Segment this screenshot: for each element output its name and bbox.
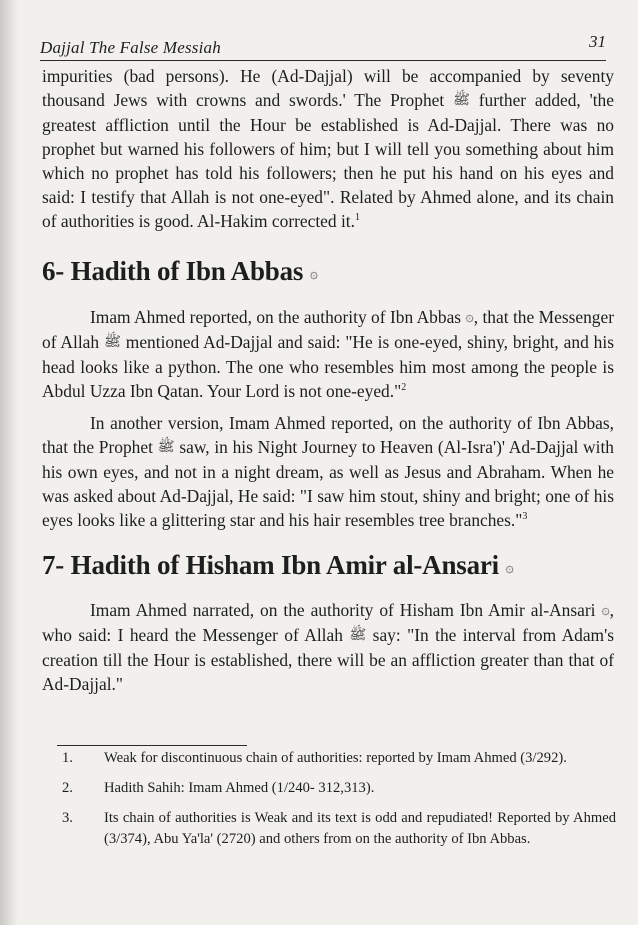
footnote-item <box>62 808 616 850</box>
honorific-prophet-glyph: ﷺ <box>349 628 367 643</box>
honorific-prophet-glyph: ﷺ <box>103 335 121 350</box>
section-title: 6- Hadith of Ibn Abbas <box>42 256 304 286</box>
page-body <box>42 64 614 696</box>
footnote-number: 3. <box>62 810 73 826</box>
footnote-number: 1. <box>62 750 73 766</box>
footnote-ref[interactable]: 2 <box>401 382 407 393</box>
running-title: Dajjal The False Messiah <box>40 38 221 57</box>
footnote-text: Its chain of authorities is Weak and its text is odd and repudiated! Reported by Ahmed (3/374), Abu Ya'la' (2720) and others from on the authority of Ibn Abbas. <box>104 810 616 847</box>
paragraph-text: , that the Messenger of Allah <box>42 307 614 352</box>
footnote-text: Hadith Sahih: Imam Ahmed (1/240- 312,313). <box>104 780 375 796</box>
paragraph <box>42 598 614 696</box>
footnote-item <box>62 748 616 769</box>
paragraph-text: In another version, Imam Ahmed reported, on the authority of Ibn Abbas, that the Prophet <box>42 413 614 457</box>
section-heading-7 <box>42 548 614 586</box>
footnote-number: 2. <box>62 780 73 796</box>
paragraph-text: say: "In the interval from Adam's creation till the Hour is established, there will be an affliction greater than that of Ad-Dajjal." <box>42 625 614 694</box>
paragraph <box>42 305 614 403</box>
paragraph-continued <box>42 64 614 233</box>
paragraph <box>42 411 614 532</box>
paragraph-text: saw, in his Night Journey to Heaven (Al-Isra')' Ad-Dajjal with his own eyes, and not in a night dream, as well as Jesus and Abraham. When he was asked about Ad-Dajjal, He said: "I saw him stout, shiny and bright; one of his eyes looks like a glittering star and his hair resembles tree branches." <box>42 437 614 530</box>
paragraph-text: further added, 'the greatest affliction until the Hour be established is Ad-Dajjal. There was no prophet but warned his followers of him; but I will tell you something about him which no prophet has told his followers; then he put his hand on his eyes and said: I testify that Allah is not one-eyed". Related by Ahmed alone, and its chain of authorities is good. Al-Hakim corrected it. <box>42 90 614 231</box>
section-heading-6 <box>42 254 614 292</box>
footnote-ref[interactable]: 1 <box>354 212 360 223</box>
paragraph-text: mentioned Ad-Dajjal and said: "He is one-eyed, shiny, bright, and his head looks like a python. The one who resembles him most among the people is Abdul Uzza Ibn Qatan. Your Lord is not one-eyed." <box>42 332 614 401</box>
honorific-companion-glyph: ۞ <box>601 603 610 618</box>
footnote-list <box>62 748 616 850</box>
honorific-companion-glyph: ۞ <box>309 267 318 282</box>
honorific-prophet-glyph: ﷺ <box>157 440 175 455</box>
paragraph-text: , who said: I heard the Messenger of Allah <box>42 600 614 645</box>
paragraph-text: Imam Ahmed narrated, on the authority of Hisham Ibn Amir al-Ansari <box>90 600 596 620</box>
page-header <box>40 30 606 61</box>
footnote-ref[interactable]: 3 <box>522 511 528 522</box>
section-title: 7- Hadith of Hisham Ibn Amir al-Ansari <box>42 550 499 580</box>
page-edge-shadow <box>0 0 18 925</box>
page-number: 31 <box>589 32 606 51</box>
paragraph-text: impurities (bad persons). He (Ad-Dajjal) will be accompanied by seventy thousand Jews with crowns and swords.' The Prophet <box>42 66 614 110</box>
footnote-text: Weak for discontinuous chain of authorities: reported by Imam Ahmed (3/292). <box>104 750 567 766</box>
honorific-prophet-glyph: ﷺ <box>453 93 470 108</box>
honorific-companion-glyph: ۞ <box>465 310 474 325</box>
honorific-companion-glyph: ۞ <box>505 561 514 576</box>
footnote-item <box>62 778 616 799</box>
paragraph-text: Imam Ahmed reported, on the authority of Ibn Abbas <box>90 307 462 327</box>
footnote-divider <box>57 745 247 746</box>
